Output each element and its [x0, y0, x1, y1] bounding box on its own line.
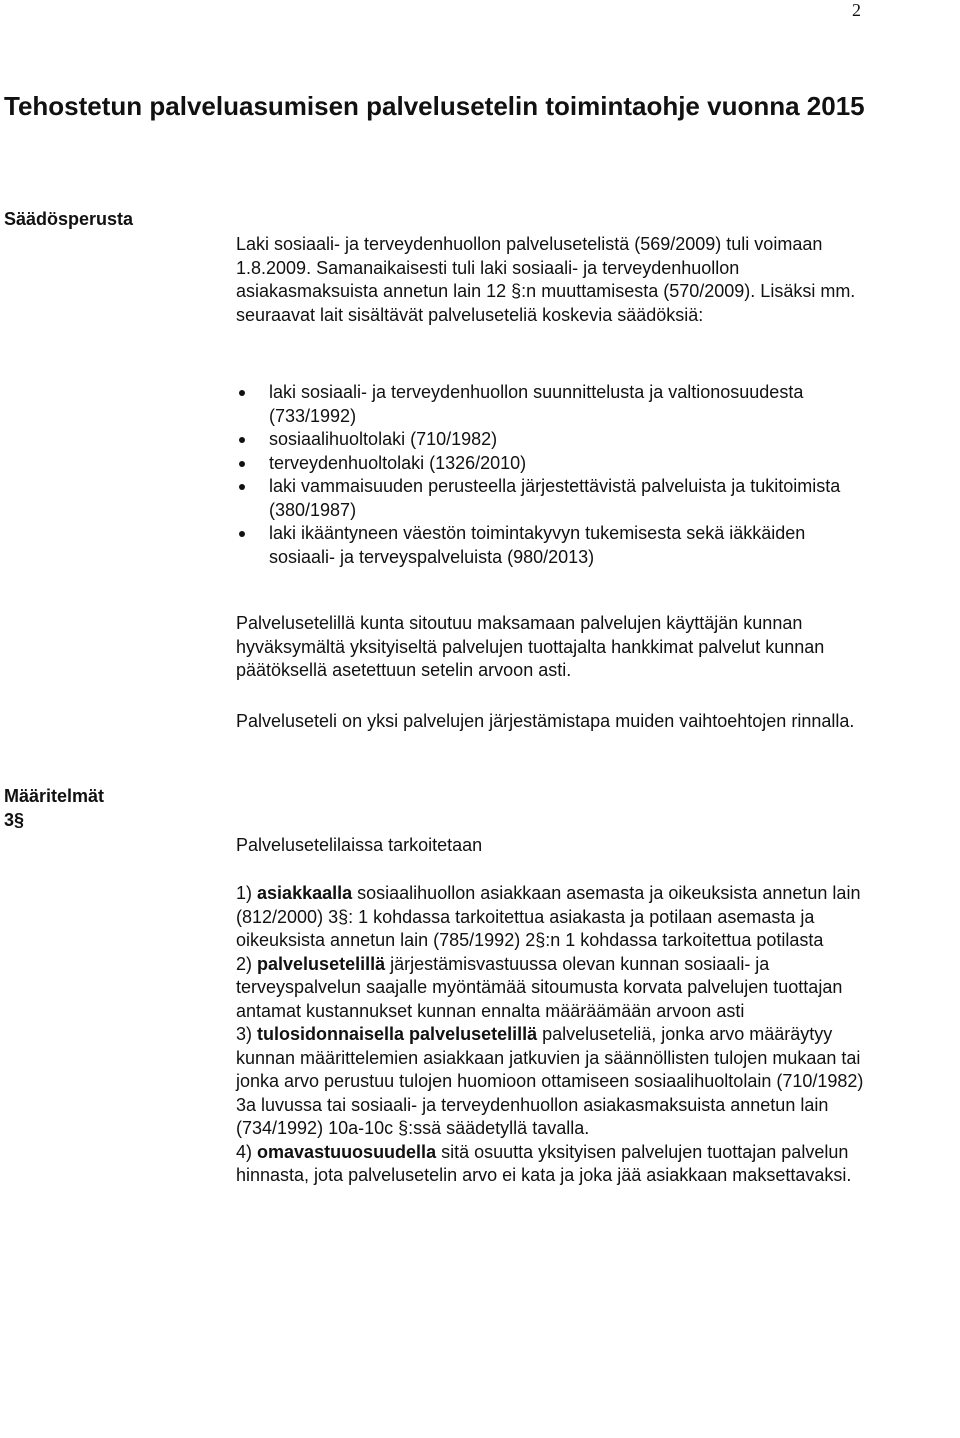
bullet-icon — [239, 531, 245, 537]
definition-number: 3) — [236, 1024, 253, 1044]
list-item — [236, 522, 876, 569]
definition-text: sitä osuutta yksityisen palvelujen tuottajan palvelun hinnasta, jota palvelusetelin arvo ei kata ja joka jää asiakkaan maksettavaksi. — [236, 1141, 852, 1185]
list-item — [236, 452, 876, 476]
bullet-icon — [239, 390, 245, 396]
definition-text: palveluseteliä, jonka arvo määräytyy kunnan määrittelemien asiakkaan jatkuvien ja säännöllisten tulojen mukaan tai jonka arvo perustuu tulojen huomioon ottamiseen sosiaalihuoltolain (710/1982) 3a luvussa tai sosiaali- ja terveydenhuollon asiakasmaksuista annetun lain (734/1992) 10a-10c §:ssä säädetyllä tavalla. — [236, 1024, 864, 1138]
bullet-icon — [239, 484, 245, 490]
definition-item — [236, 1141, 876, 1188]
definition-text: järjestämisvastuussa olevan kunnan sosiaali- ja terveyspalvelun saajalle myöntämää sitoumusta korvata palvelujen tuottajan antamat kustannukset kunnan ennalta määräämään arvoon asti — [236, 953, 843, 1021]
document-title: Tehostetun palveluasumisen palvelusetelin toimintaohje vuonna 2015 — [4, 91, 865, 121]
section-subheading-paragraph: 3§ — [4, 810, 25, 830]
definition-term: palvelusetelillä — [257, 953, 386, 974]
section-heading-saadosperusta: Säädösperusta — [4, 209, 134, 229]
definitions-list — [236, 882, 876, 1188]
laws-list — [236, 381, 876, 569]
law-text: terveydenhuoltolaki (1326/2010) — [269, 452, 527, 473]
definition-term: tulosidonnaisella palvelusetelillä — [257, 1024, 538, 1044]
law-text: laki ikääntyneen väestön toimintakyvyn tukemisesta sekä iäkkäiden sosiaali- ja terveyspalveluista (980/2013) — [269, 523, 806, 567]
bullet-icon — [239, 461, 245, 467]
definition-item — [236, 1023, 876, 1141]
definition-number: 1) — [236, 883, 253, 903]
palveluseteli-paragraph-2: Palveluseteli on yksi palvelujen järjestämistapa muiden vaihtoehtojen rinnalla. — [236, 711, 855, 731]
law-text: sosiaalihuoltolaki (710/1982) — [269, 429, 498, 449]
definition-number: 2) — [236, 953, 253, 974]
page-number: 2 — [852, 0, 861, 20]
definition-item — [236, 953, 876, 1024]
palveluseteli-paragraph-1: Palvelusetelillä kunta sitoutuu maksamaan palvelujen käyttäjän kunnan hyväksymältä yksityiseltä palvelujen tuottajalta hankkimat palvelut kunnan päätöksellä asetettuun setelin arvoon asti. — [236, 613, 825, 680]
definition-item — [236, 882, 876, 953]
definition-term: asiakkaalla — [257, 883, 353, 903]
list-item — [236, 381, 876, 428]
definition-number: 4) — [236, 1141, 253, 1162]
law-text: laki vammaisuuden perusteella järjestettävistä palveluista ja tukitoimista (380/1987) — [269, 476, 841, 520]
list-item — [236, 428, 876, 452]
list-item — [236, 475, 876, 522]
saadosperusta-intro: Laki sosiaali- ja terveydenhuollon palvelusetelistä (569/2009) tuli voimaan 1.8.2009. Samanaikaisesti tuli laki sosiaali- ja terveydenhuollon asiakasmaksuista annetun lain 12 §:n muuttamisesta (570/2009). Lisäksi mm. seuraavat lait sisältävät palveluseteliä koskevia säädöksiä: — [236, 234, 856, 325]
definitions-intro: Palvelusetelilaissa tarkoitetaan — [236, 835, 483, 855]
section-heading-maaritelmat: Määritelmät — [4, 786, 105, 806]
definition-term: omavastuuosuudella — [257, 1141, 437, 1162]
definition-text: sosiaalihuollon asiakkaan asemasta ja oikeuksista annetun lain (812/2000) 3§: 1 kohdassa tarkoitettua asiakasta ja potilaan asemasta ja oikeuksista annetun lain (785/1992) 2§:n 1 kohdassa tarkoitettua potilasta — [236, 883, 861, 950]
bullet-icon — [239, 437, 245, 443]
law-text: laki sosiaali- ja terveydenhuollon suunnittelusta ja valtionosuudesta (733/1992) — [269, 382, 804, 426]
